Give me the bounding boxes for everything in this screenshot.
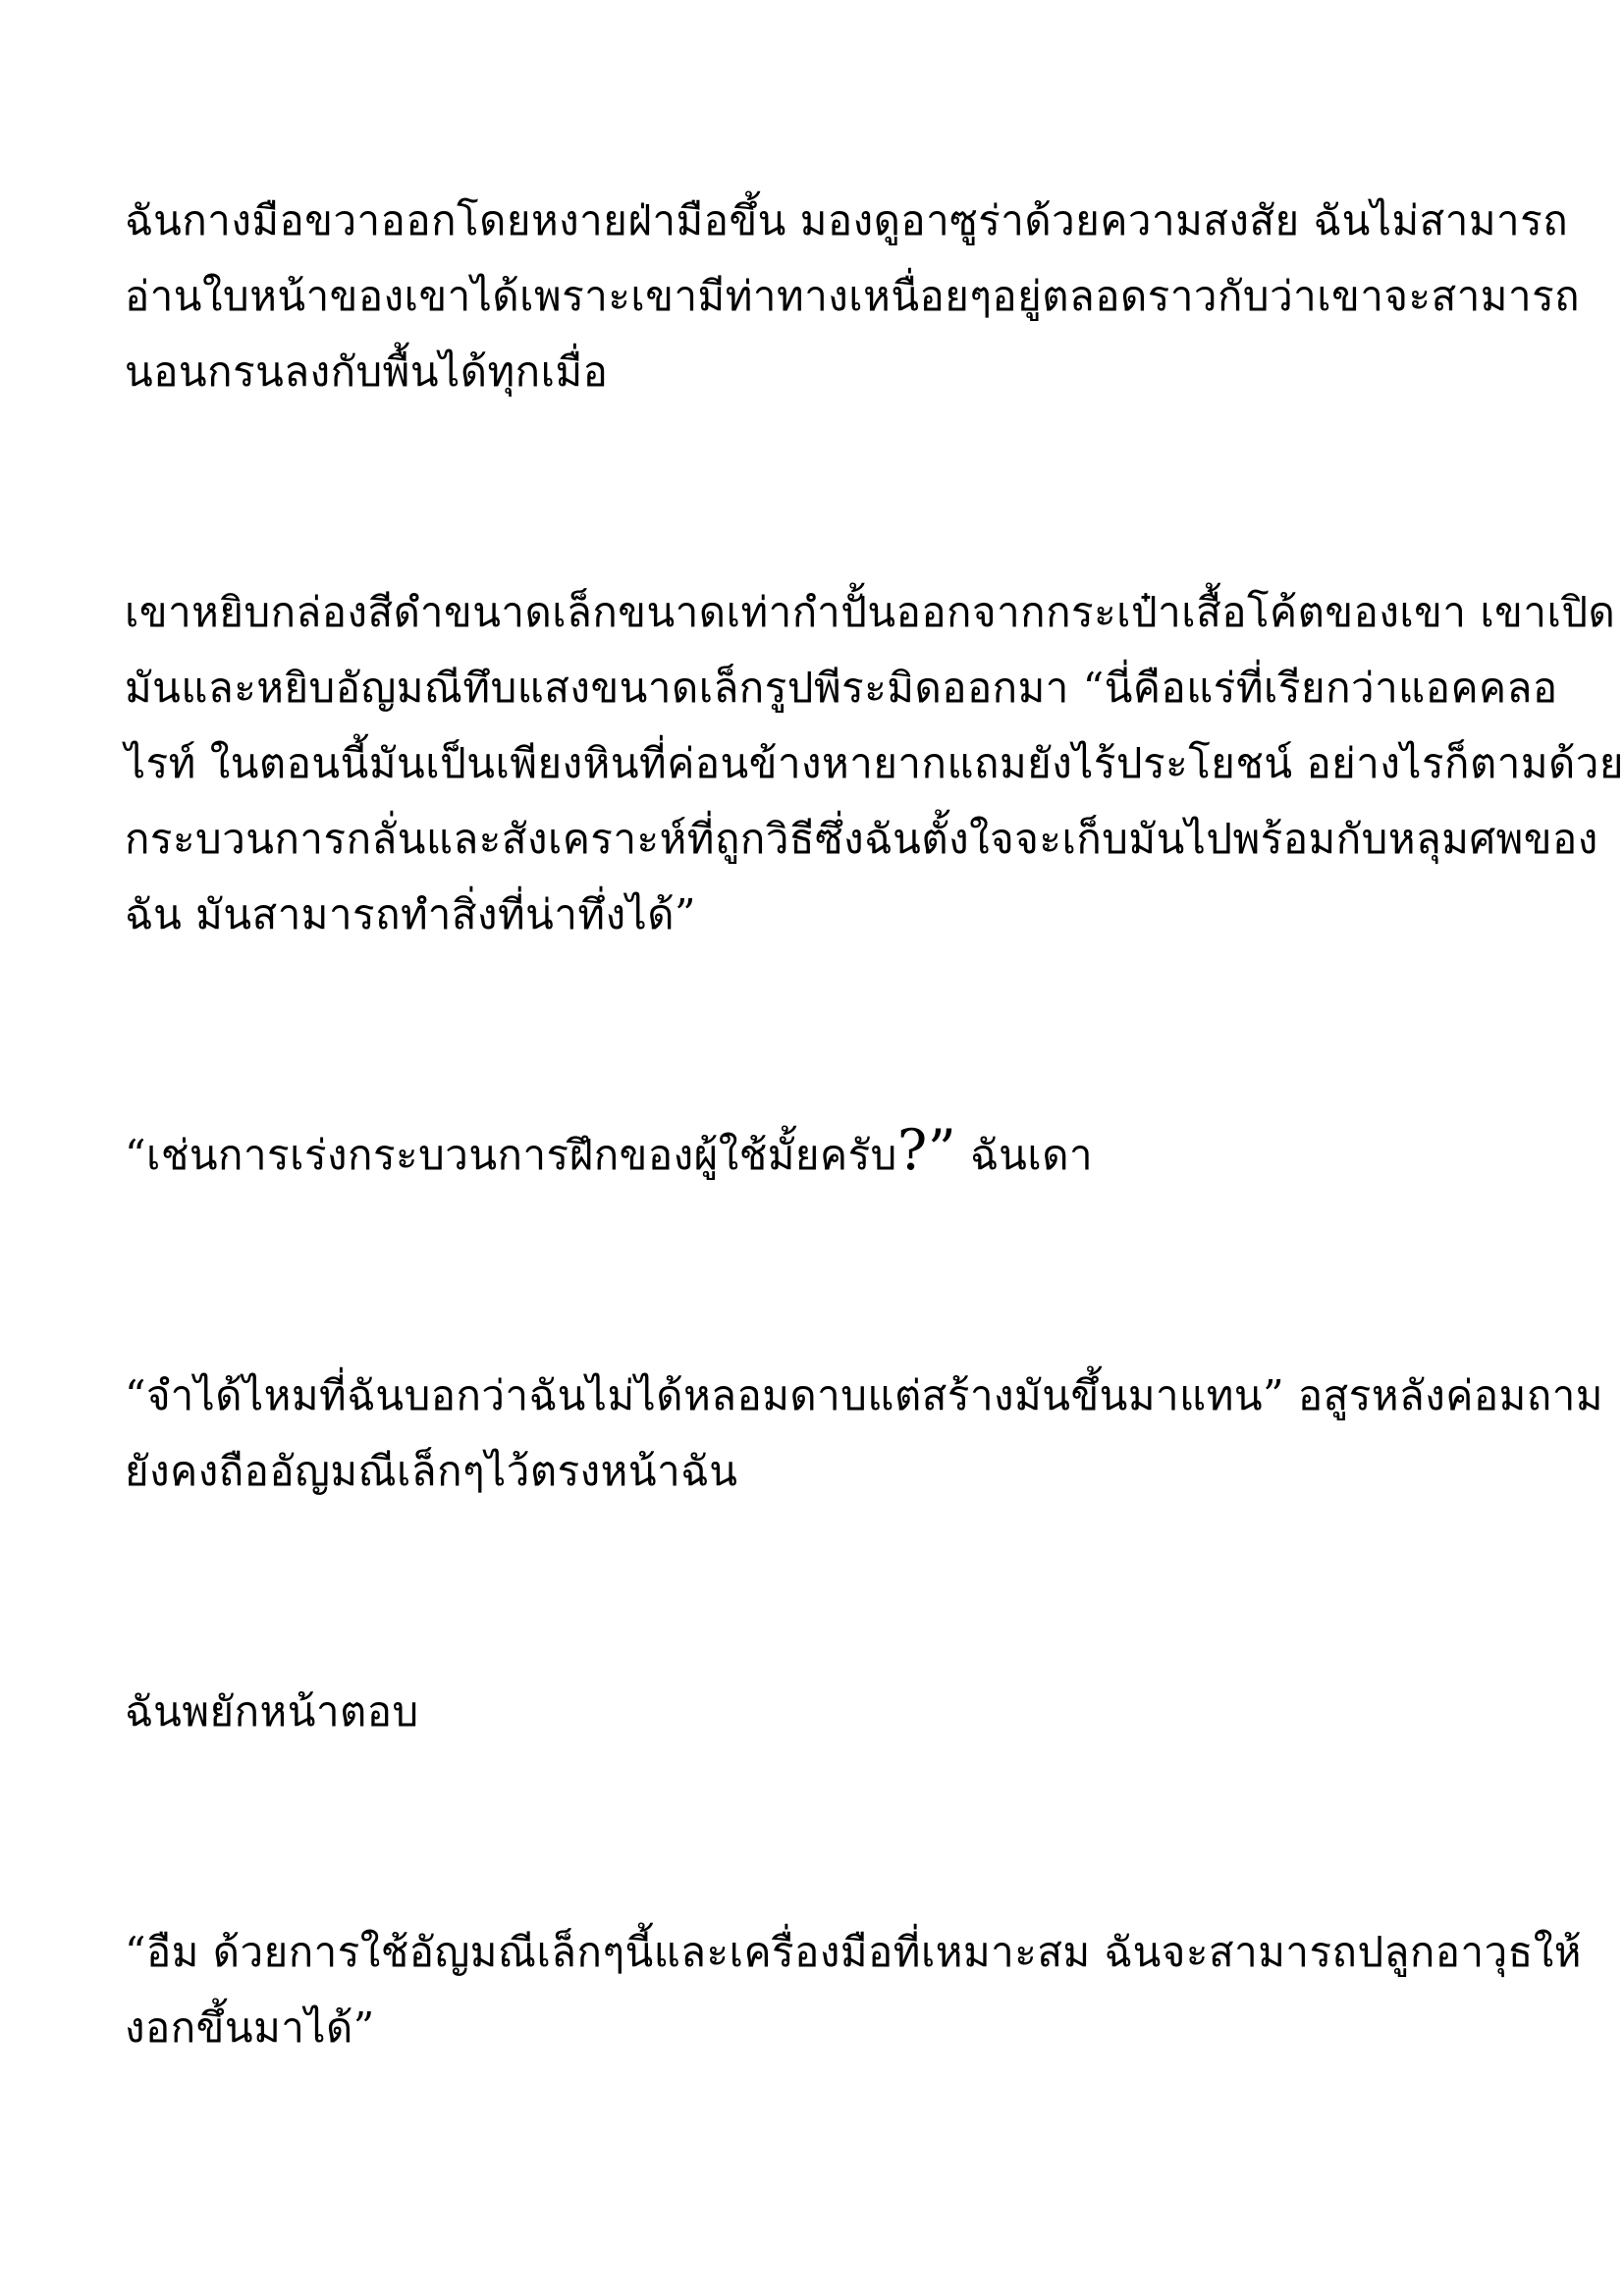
text-line: นอนกรนลงกับพื้นได้ทุกเมื่อ — [125, 347, 609, 396]
text-line: มันและหยิบอัญมณีทึบแสงขนาดเล็กรูปพีระมิดออกมา “นี่คือแร่ที่เรียกว่าแอคคลอ — [125, 664, 1558, 712]
text-line — [125, 1117, 1501, 1193]
text-line: ยังคงถืออัญมณีเล็กๆไว้ตรงหน้าฉัน — [125, 1447, 738, 1495]
text-line: “จำได้ไหมที่ฉันบอกว่าฉันไม่ได้หลอมดาบแต่สร้างมันขึ้นมาแทน” อสูรหลังค่อมถาม — [125, 1371, 1603, 1419]
text-line: ฉันพยักหน้าตอบ — [125, 1687, 419, 1735]
paragraph — [125, 1914, 1582, 2065]
question-mark-emphasis: ?” — [896, 1118, 957, 1183]
paragraph — [125, 183, 1581, 409]
paragraph — [125, 1674, 1501, 1749]
text-line: ฉันกางมือขวาออกโดยหงายฝ่ามือขึ้น มองดูอาซูร่าด้วยความสงสัย ฉันไม่สามารถ — [125, 196, 1569, 244]
text-line: “อืม ด้วยการใช้อัญมณีเล็กๆนี้และเครื่องมือที่เหมาะสม ฉันจะสามารถปลูกอาวุธให้ — [125, 1928, 1582, 1976]
paragraph — [125, 1117, 1501, 1193]
text-line: ฉัน มันสามารถทำสิ่งที่น่าทึ่งได้” — [125, 890, 696, 938]
text-line: งอกขึ้นมาได้” — [125, 2003, 375, 2052]
paragraph — [125, 574, 1624, 952]
dialogue-text: “เช่นการเร่งกระบวนการฝึกของผู้ใช้มั้ยครับ — [125, 1131, 897, 1179]
text-line: อ่านใบหน้าของเขาได้เพราะเขามีท่าทางเหนื่อยๆอยู่ตลอดราวกับว่าเขาจะสามารถ — [125, 272, 1581, 320]
text-line: ไรท์ ในตอนนี้มันเป็นเพียงหินที่ค่อนข้างหายากแถมยังไร้ประโยชน์ อย่างไรก็ตามด้วย — [125, 739, 1624, 787]
text-line: เขาหยิบกล่องสีดำขนาดเล็กขนาดเท่ากำปั้นออกจากกระเป๋าเสื้อโค้ตของเขา เขาเปิด — [125, 588, 1616, 636]
paragraph — [125, 1358, 1603, 1509]
dialogue-attribution: ฉันเดา — [956, 1131, 1094, 1179]
text-line: กระบวนการกลั่นและสังเคราะห์ที่ถูกวิธีซึ่งฉันตั้งใจจะเก็บมันไปพร้อมกับหลุมศพของ — [125, 815, 1598, 863]
